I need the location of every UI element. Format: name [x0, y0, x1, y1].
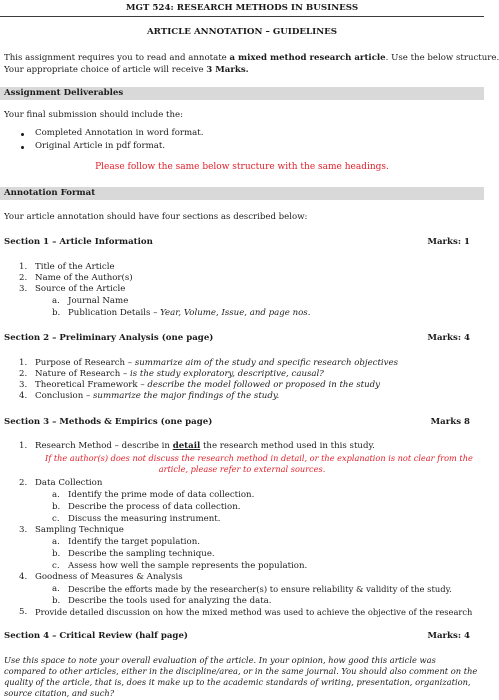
deliverable-item: Completed Annotation in word format. [35, 128, 204, 138]
method-note-line-2: article, please refer to external sources. [158, 464, 326, 474]
section3-item: Goodness of Measures & Analysis [35, 572, 183, 582]
bullet-icon [21, 133, 24, 136]
document-page: MGT 524: RESEARCH METHODS IN BUSINESS ARTICLE ANNOTATION – GUIDELINES This assignment requires you to read and annotate a mixed method research article. Use the below structure. Your appropriate choice of article will receive 3 Marks. Assignment Deliverables Your final submission should include the: Completed Annotation in word format. Original Article in pdf format. Please follow the same below structure with the same headings. Annotation Format Your article annotation should have four sections as described below: Section 1 – Article Information Marks: 1 1. Title of the Article 2. Name of the Author(s) 3. Source of the Article a. Journal Name b. Publication Details – Year, Volume, Issue, and page nos. Section 2 – Preliminary Analysis (one page) Marks: 4 1. Purpose of Research – summarize aim of the study and specific research objectives 2. Nature of Research – is the study exploratory, descriptive, causal? 3. Theoretical Framework – describe the model followed or proposed in the study 4. Conclusion – summarize the major findings of the study. Section 3 – Methods & Empirics (one page) Marks 8 1. Research Method – describe in detail the research method used in this study. If the author(s) does not discuss the research method in detail, or the explanation is not clear from the article, please refer to external sources. 2. Data Collection a. Identify the prime mode of data collection. b. Describe the process of data collection. c. Discuss the measuring instrument. 3. Sampling Technique a. Identify the target population. b. Describe the sampling technique. c. Assess how well the sample represents the population. 4. Goodness of Measures & Analysis a. Describe the efforts made by the researcher(s) to ensure reliability & validity of the study. b. Describe the tools used for analyzing the data. 5. Provide detailed discussion on how the mixed method was used to achieve the objective of the research Section 4 – Critical Review (half page) Marks: 4 Use this space to note your overall evaluation of the article. In your opinion, how good this article was compared to other articles, either in the discipline/area, or in the same journal. You should also comment on the quality of the article, that is, does it make up to the academic standards of writing, presentation, organization, source citation, and such? [0, 0, 484, 700]
section4-marks: Marks: 4 [427, 631, 470, 641]
deliverable-item: Original Article in pdf format. [35, 141, 166, 151]
bullet-icon [21, 146, 24, 149]
section3-item: Data Collection [35, 478, 103, 488]
intro-line-2: Your appropriate choice of article will receive 3 Marks. [4, 65, 249, 75]
section3-item: Sampling Technique [35, 525, 124, 535]
section3-marks: Marks 8 [430, 417, 470, 427]
section1-title: Section 1 – Article Information [4, 237, 153, 247]
section1-item: Name of the Author(s) [35, 273, 133, 283]
section3-subitem: Assess how well the sample represents the population. [68, 561, 308, 571]
document-subtitle: ARTICLE ANNOTATION – GUIDELINES [146, 27, 338, 37]
section3-subitem: Describe the process of data collection. [68, 502, 241, 512]
section2-marks: Marks: 4 [427, 333, 470, 343]
section1-subitem: Publication Details – Year, Volume, Issue, and page nos. [68, 308, 311, 318]
section3-subitem: Describe the efforts made by the researcher(s) to ensure reliability & validity of the study. [68, 584, 452, 594]
critical-review-text: Use this space to note your overall evaluation of the article. In your opinion, how good this article was compared to other articles, either in the discipline/area, or in the same journal. You should also comment on the quality of the article, that is, does it make up to the academic standards of writing, presentation, organization, source citation, and such? [4, 655, 478, 698]
section2-item: Purpose of Research – summarize aim of the study and specific research objectives [35, 358, 399, 368]
method-note-line-1: If the author(s) does not discuss the research method in detail, or the explanation is not clear from the [45, 453, 473, 463]
deliverables-heading: Assignment Deliverables [4, 88, 124, 98]
structure-notice: Please follow the same below structure with the same headings. [95, 162, 389, 172]
section2-item: Conclusion – summarize the major findings of the study. [35, 391, 280, 401]
title-rule [0, 16, 484, 17]
section3-subitem: Discuss the measuring instrument. [68, 514, 221, 524]
course-title: MGT 524: RESEARCH METHODS IN BUSINESS [125, 3, 359, 13]
format-heading: Annotation Format [4, 188, 96, 198]
section1-item: Title of the Article [35, 262, 115, 272]
section2-item: Nature of Research – is the study exploratory, descriptive, causal? [35, 369, 324, 379]
section2-item: Theoretical Framework – describe the model followed or proposed in the study [35, 380, 381, 390]
section1-item: Source of the Article [35, 284, 126, 294]
section3-title: Section 3 – Methods & Empirics (one page) [4, 417, 213, 427]
section3-item: Provide detailed discussion on how the mixed method was used to achieve the objective of the research [35, 607, 473, 617]
deliverables-heading-bar [0, 87, 484, 100]
deliverables-lead: Your final submission should include the: [4, 110, 183, 120]
section1-marks: Marks: 1 [427, 237, 470, 247]
intro-line-1: This assignment requires you to read and annotate a mixed method research article. Use the below structure. [4, 53, 499, 63]
section2-title: Section 2 – Preliminary Analysis (one page) [4, 333, 214, 343]
section3-subitem: Describe the tools used for analyzing the data. [68, 596, 272, 606]
section3-subitem: Identify the prime mode of data collection. [68, 490, 255, 500]
format-heading-bar [0, 187, 484, 200]
section3-item: Research Method – describe in detail the research method used in this study. [35, 441, 375, 451]
format-lead: Your article annotation should have four sections as described below: [4, 212, 308, 222]
section3-subitem: Identify the target population. [68, 537, 200, 547]
section1-subitem: Journal Name [68, 296, 129, 306]
section3-subitem: Describe the sampling technique. [68, 549, 215, 559]
section4-title: Section 4 – Critical Review (half page) [4, 631, 188, 641]
